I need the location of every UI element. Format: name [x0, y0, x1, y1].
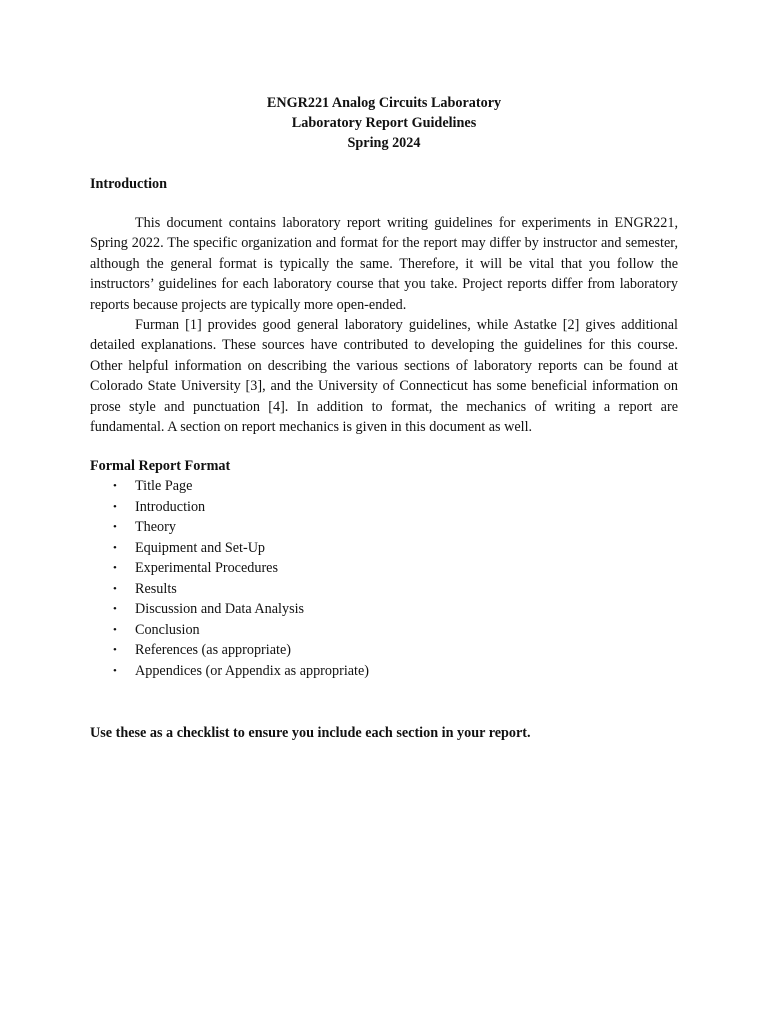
list-item	[90, 497, 678, 518]
bullet-icon: •	[113, 562, 117, 575]
list-item-label: Results	[135, 580, 177, 597]
list-item-label: Experimental Procedures	[135, 560, 279, 577]
introduction-heading: Introduction	[90, 176, 167, 192]
list-item	[90, 620, 678, 641]
list-item	[90, 558, 678, 579]
introduction-body	[90, 213, 678, 437]
term-label: Spring 2024	[347, 135, 421, 151]
bullet-icon: •	[113, 623, 117, 636]
list-item	[90, 599, 678, 620]
bullet-icon: •	[113, 521, 117, 534]
bullet-icon: •	[113, 480, 117, 493]
list-item	[90, 579, 678, 600]
bullet-icon: •	[113, 603, 117, 616]
list-item-label: Introduction	[135, 498, 206, 515]
document-subtitle: Laboratory Report Guidelines	[291, 115, 477, 131]
course-title: ENGR221 Analog Circuits Laboratory	[266, 95, 502, 111]
list-item	[90, 517, 678, 538]
bullet-icon: •	[113, 541, 117, 554]
bullet-icon: •	[113, 664, 117, 677]
report-sections-list	[90, 476, 678, 681]
checklist-note: Use these as a checklist to ensure you include each section in your report.	[90, 725, 531, 742]
bullet-icon: •	[113, 582, 117, 595]
list-item-label: Theory	[135, 519, 176, 536]
list-item-label: References (as appropriate)	[135, 642, 291, 659]
list-item	[90, 538, 678, 559]
introduction-paragraph: This document contains laboratory report writing guidelines for experiments in ENGR221, Spring 2022. The specific organization and format for the report may differ by instructor and semester, although the general format is typically the same. Therefore, it will be vital that you follow the instructors’ guidelines for each laboratory course that you take. Project reports differ from laboratory reports because projects are typically more open-ended.	[90, 215, 678, 313]
list-item-label: Appendices (or Appendix as appropriate)	[135, 662, 370, 679]
bullet-icon: •	[113, 644, 117, 657]
document-title	[90, 93, 678, 153]
list-item-label: Conclusion	[135, 621, 200, 638]
list-item	[90, 640, 678, 661]
document-page	[90, 93, 678, 743]
list-item	[90, 476, 678, 497]
list-item-label: Title Page	[135, 478, 193, 495]
introduction-paragraph: Furman [1] provides good general laboratory guidelines, while Astatke [2] gives additional detailed explanations. These sources have contributed to developing the guidelines for this course. Other helpful information on describing the various sections of laboratory reports can be found at Colorado State University [3], and the University of Connecticut has some beneficial information on prose style and punctuation [4]. In addition to format, the mechanics of writing a report are fundamental. A section on report mechanics is given in this document as well.	[90, 317, 678, 436]
list-item	[90, 661, 678, 682]
formal-report-format-heading: Formal Report Format	[90, 458, 231, 475]
bullet-icon: •	[113, 500, 117, 513]
list-item-label: Equipment and Set-Up	[135, 539, 266, 556]
list-item-label: Discussion and Data Analysis	[135, 601, 305, 618]
